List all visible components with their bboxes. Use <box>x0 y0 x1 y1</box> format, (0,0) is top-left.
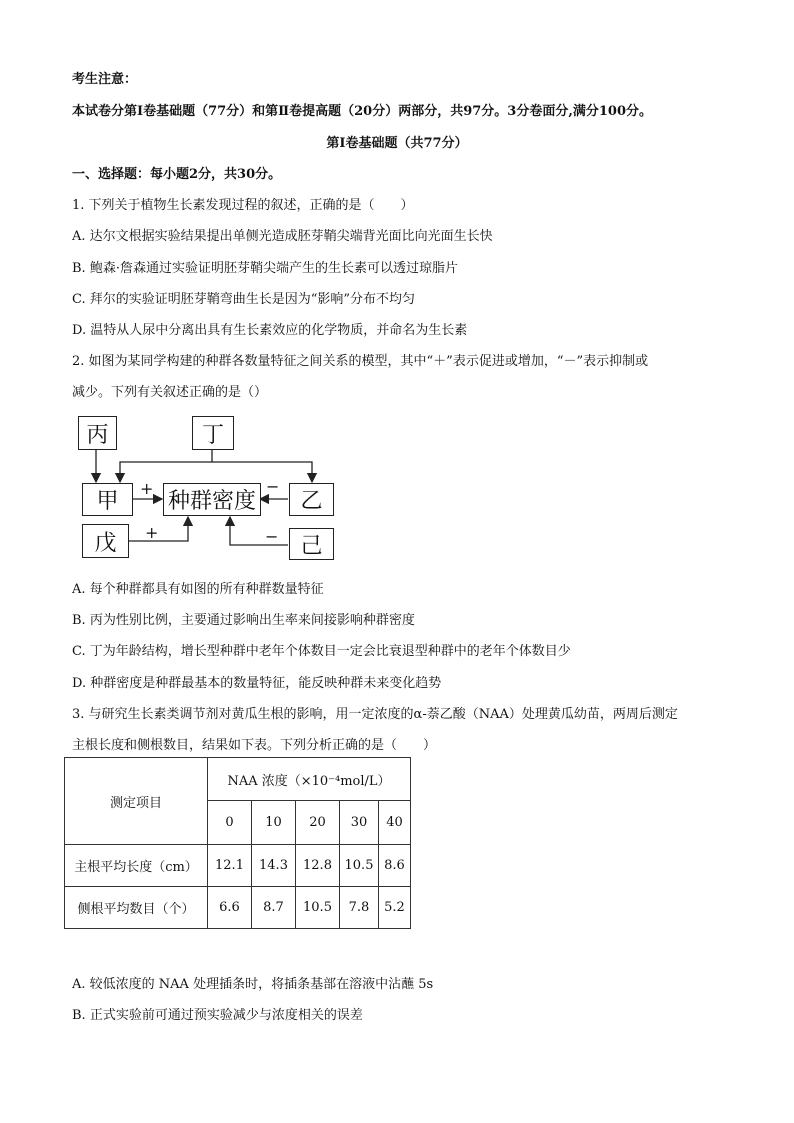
table-cell: 8.7 <box>252 887 296 929</box>
q1-stem: 1. 下列关于植物生长素发现过程的叙述，正确的是（ ） <box>72 198 414 213</box>
row-label: 主根平均长度（cm） <box>65 845 208 887</box>
naa-results-table <box>64 757 411 929</box>
q3-stem-line2: 主根长度和侧根数目，结果如下表。下列分析正确的是（ ） <box>72 738 437 753</box>
table-cell: 6.6 <box>208 887 252 929</box>
concentration-value: 0 <box>208 801 252 845</box>
concentration-value: 10 <box>252 801 296 845</box>
table-cell: 10.5 <box>340 845 379 887</box>
box-wu: 戊 <box>82 524 129 558</box>
notice-title: 考生注意： <box>72 72 138 87</box>
q1-option-c: C. 拜尔的实验证明胚芽鞘弯曲生长是因为“影响”分布不均匀 <box>72 292 416 307</box>
sign-plus-wu: + <box>145 523 159 542</box>
table-cell: 12.1 <box>208 845 252 887</box>
sign-minus-ji: − <box>265 527 279 546</box>
table-cell: 8.6 <box>379 845 411 887</box>
section-title: 第Ⅰ卷基础题（共77分） <box>326 136 468 151</box>
q2-stem-line1: 2. 如图为某同学构建的种群各数量特征之间关系的模型，其中“＋”表示促进或增加，“－”表示抑制或 <box>72 354 649 369</box>
box-ding: 丁 <box>192 416 234 450</box>
q2-option-d: D. 种群密度是种群最基本的数量特征，能反映种群未来变化趋势 <box>72 676 442 691</box>
table-corner-header: 测定项目 <box>65 758 208 845</box>
concentration-value: 40 <box>379 801 411 845</box>
box-yi: 乙 <box>289 483 334 516</box>
q1-option-a: A. 达尔文根据实验结果提出单侧光造成胚芽鞘尖端背光面比向光面生长快 <box>72 229 493 244</box>
part-heading: 一、选择题：每小题2分，共30分。 <box>72 167 282 182</box>
box-ji: 己 <box>289 528 334 560</box>
box-population-density: 种群密度 <box>163 483 261 516</box>
arrow-ding-to-yi <box>212 462 312 482</box>
table-row <box>65 887 411 929</box>
notice-body: 本试卷分第Ⅰ卷基础题（77分）和第Ⅱ卷提高题（20分）两部分，共97分。3分卷面分,满分100分。 <box>72 104 653 119</box>
q2-stem-line2: 减少。下列有关叙述正确的是（） <box>72 385 268 400</box>
table-concentration-header: NAA 浓度（×10⁻⁴mol/L） <box>208 758 411 801</box>
table-cell: 14.3 <box>252 845 296 887</box>
q3-option-b: B. 正式实验前可通过预实验减少与浓度相关的误差 <box>72 1008 363 1023</box>
concentration-value: 20 <box>296 801 340 845</box>
arrow-ji-to-density <box>230 517 288 545</box>
q1-option-b: B. 鲍森·詹森通过实验证明胚芽鞘尖端产生的生长素可以透过琼脂片 <box>72 261 458 276</box>
sign-minus-yi: − <box>266 477 280 496</box>
q2-option-c: C. 丁为年龄结构，增长型种群中老年个体数目一定会比衰退型种群中的老年个体数目少 <box>72 644 571 659</box>
box-jia: 甲 <box>82 483 133 516</box>
table-row <box>65 845 411 887</box>
q2-option-b: B. 丙为性别比例，主要通过影响出生率来间接影响种群密度 <box>72 613 415 628</box>
q3-option-a: A. 较低浓度的 NAA 处理插条时，将插条基部在溶液中沾蘸 5s <box>72 977 434 992</box>
table-cell: 7.8 <box>340 887 379 929</box>
row-label: 侧根平均数目（个） <box>65 887 208 929</box>
sign-plus-jia: + <box>140 479 154 498</box>
q1-option-d: D. 温特从人尿中分离出具有生长素效应的化学物质，并命名为生长素 <box>72 323 468 338</box>
table-cell: 5.2 <box>379 887 411 929</box>
q2-option-a: A. 每个种群都具有如图的所有种群数量特征 <box>72 582 324 597</box>
concentration-value: 30 <box>340 801 379 845</box>
table-cell: 12.8 <box>296 845 340 887</box>
q3-stem-line1: 3. 与研究生长素类调节剂对黄瓜生根的影响，用一定浓度的α-萘乙酸（NAA）处理黄瓜幼苗，两周后测定 <box>72 707 678 722</box>
arrow-ding-to-jia-yi <box>120 450 212 482</box>
box-bing: 丙 <box>78 416 117 450</box>
table-cell: 10.5 <box>296 887 340 929</box>
